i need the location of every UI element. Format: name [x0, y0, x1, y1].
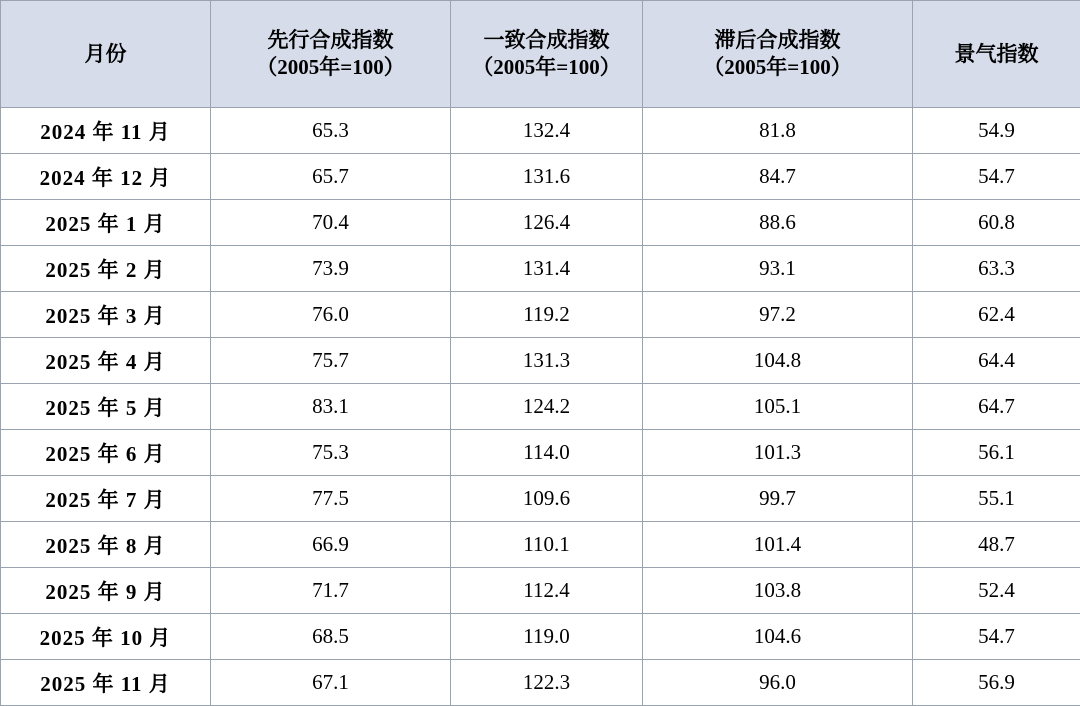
cell-lagging-index: 97.2 — [643, 292, 913, 338]
cell-month: 2024 年 12 月 — [1, 154, 211, 200]
column-header-coincident-index — [451, 1, 643, 108]
cell-climate-index: 56.9 — [913, 660, 1080, 706]
cell-leading-index: 65.3 — [211, 108, 451, 154]
cell-lagging-index: 93.1 — [643, 246, 913, 292]
cell-climate-index: 62.4 — [913, 292, 1080, 338]
table-row — [1, 522, 1080, 568]
cell-climate-index: 56.1 — [913, 430, 1080, 476]
cell-coincident-index: 119.2 — [451, 292, 643, 338]
cell-month: 2025 年 11 月 — [1, 660, 211, 706]
table-header-row — [1, 1, 1080, 108]
cell-leading-index: 67.1 — [211, 660, 451, 706]
cell-leading-index: 76.0 — [211, 292, 451, 338]
table-row — [1, 384, 1080, 430]
cell-lagging-index: 103.8 — [643, 568, 913, 614]
cell-month: 2025 年 5 月 — [1, 384, 211, 430]
table-row — [1, 476, 1080, 522]
column-header-coincident-index-line1: 一致合成指数 — [451, 27, 642, 54]
cell-climate-index: 54.7 — [913, 614, 1080, 660]
cell-coincident-index: 131.6 — [451, 154, 643, 200]
column-header-month-line1: 月份 — [1, 41, 210, 68]
cell-month: 2025 年 9 月 — [1, 568, 211, 614]
cell-leading-index: 65.7 — [211, 154, 451, 200]
table-row — [1, 200, 1080, 246]
column-header-coincident-index-line2: （2005年=100） — [451, 54, 642, 81]
cell-coincident-index: 109.6 — [451, 476, 643, 522]
column-header-leading-index-line1: 先行合成指数 — [211, 27, 450, 54]
cell-coincident-index: 131.3 — [451, 338, 643, 384]
cell-climate-index: 63.3 — [913, 246, 1080, 292]
cell-leading-index: 71.7 — [211, 568, 451, 614]
cell-climate-index: 54.7 — [913, 154, 1080, 200]
cell-lagging-index: 105.1 — [643, 384, 913, 430]
cell-lagging-index: 96.0 — [643, 660, 913, 706]
cell-coincident-index: 122.3 — [451, 660, 643, 706]
table-row — [1, 292, 1080, 338]
cell-climate-index: 64.7 — [913, 384, 1080, 430]
table-row — [1, 246, 1080, 292]
table-row — [1, 430, 1080, 476]
table-body — [1, 108, 1080, 706]
cell-leading-index: 75.7 — [211, 338, 451, 384]
cell-coincident-index: 126.4 — [451, 200, 643, 246]
table-row — [1, 660, 1080, 706]
cell-lagging-index: 104.8 — [643, 338, 913, 384]
cell-climate-index: 52.4 — [913, 568, 1080, 614]
cell-lagging-index: 84.7 — [643, 154, 913, 200]
cell-coincident-index: 131.4 — [451, 246, 643, 292]
cell-month: 2025 年 2 月 — [1, 246, 211, 292]
cell-leading-index: 68.5 — [211, 614, 451, 660]
column-header-lagging-index — [643, 1, 913, 108]
table-row — [1, 338, 1080, 384]
cell-leading-index: 73.9 — [211, 246, 451, 292]
cell-coincident-index: 112.4 — [451, 568, 643, 614]
cell-coincident-index: 124.2 — [451, 384, 643, 430]
cell-month: 2025 年 10 月 — [1, 614, 211, 660]
cell-coincident-index: 119.0 — [451, 614, 643, 660]
cell-month: 2025 年 4 月 — [1, 338, 211, 384]
column-header-lagging-index-line1: 滞后合成指数 — [643, 27, 912, 54]
table-header — [1, 1, 1080, 108]
cell-month: 2025 年 1 月 — [1, 200, 211, 246]
cell-climate-index: 64.4 — [913, 338, 1080, 384]
column-header-climate-index — [913, 1, 1080, 108]
cell-leading-index: 75.3 — [211, 430, 451, 476]
cell-lagging-index: 99.7 — [643, 476, 913, 522]
column-header-month — [1, 1, 211, 108]
cell-leading-index: 66.9 — [211, 522, 451, 568]
cell-coincident-index: 114.0 — [451, 430, 643, 476]
cell-leading-index: 70.4 — [211, 200, 451, 246]
cell-month: 2025 年 7 月 — [1, 476, 211, 522]
cell-coincident-index: 110.1 — [451, 522, 643, 568]
cell-month: 2025 年 8 月 — [1, 522, 211, 568]
cell-month: 2024 年 11 月 — [1, 108, 211, 154]
table-row — [1, 568, 1080, 614]
column-header-lagging-index-line2: （2005年=100） — [643, 54, 912, 81]
cell-climate-index: 54.9 — [913, 108, 1080, 154]
table-row — [1, 108, 1080, 154]
cell-leading-index: 83.1 — [211, 384, 451, 430]
table-row — [1, 154, 1080, 200]
column-header-leading-index — [211, 1, 451, 108]
cell-lagging-index: 101.4 — [643, 522, 913, 568]
cell-lagging-index: 104.6 — [643, 614, 913, 660]
column-header-climate-index-line1: 景气指数 — [913, 41, 1080, 68]
cell-month: 2025 年 3 月 — [1, 292, 211, 338]
cell-lagging-index: 101.3 — [643, 430, 913, 476]
cell-lagging-index: 81.8 — [643, 108, 913, 154]
cell-leading-index: 77.5 — [211, 476, 451, 522]
table-row — [1, 614, 1080, 660]
cell-climate-index: 48.7 — [913, 522, 1080, 568]
cell-lagging-index: 88.6 — [643, 200, 913, 246]
cell-coincident-index: 132.4 — [451, 108, 643, 154]
column-header-leading-index-line2: （2005年=100） — [211, 54, 450, 81]
cell-month: 2025 年 6 月 — [1, 430, 211, 476]
cell-climate-index: 55.1 — [913, 476, 1080, 522]
cell-climate-index: 60.8 — [913, 200, 1080, 246]
